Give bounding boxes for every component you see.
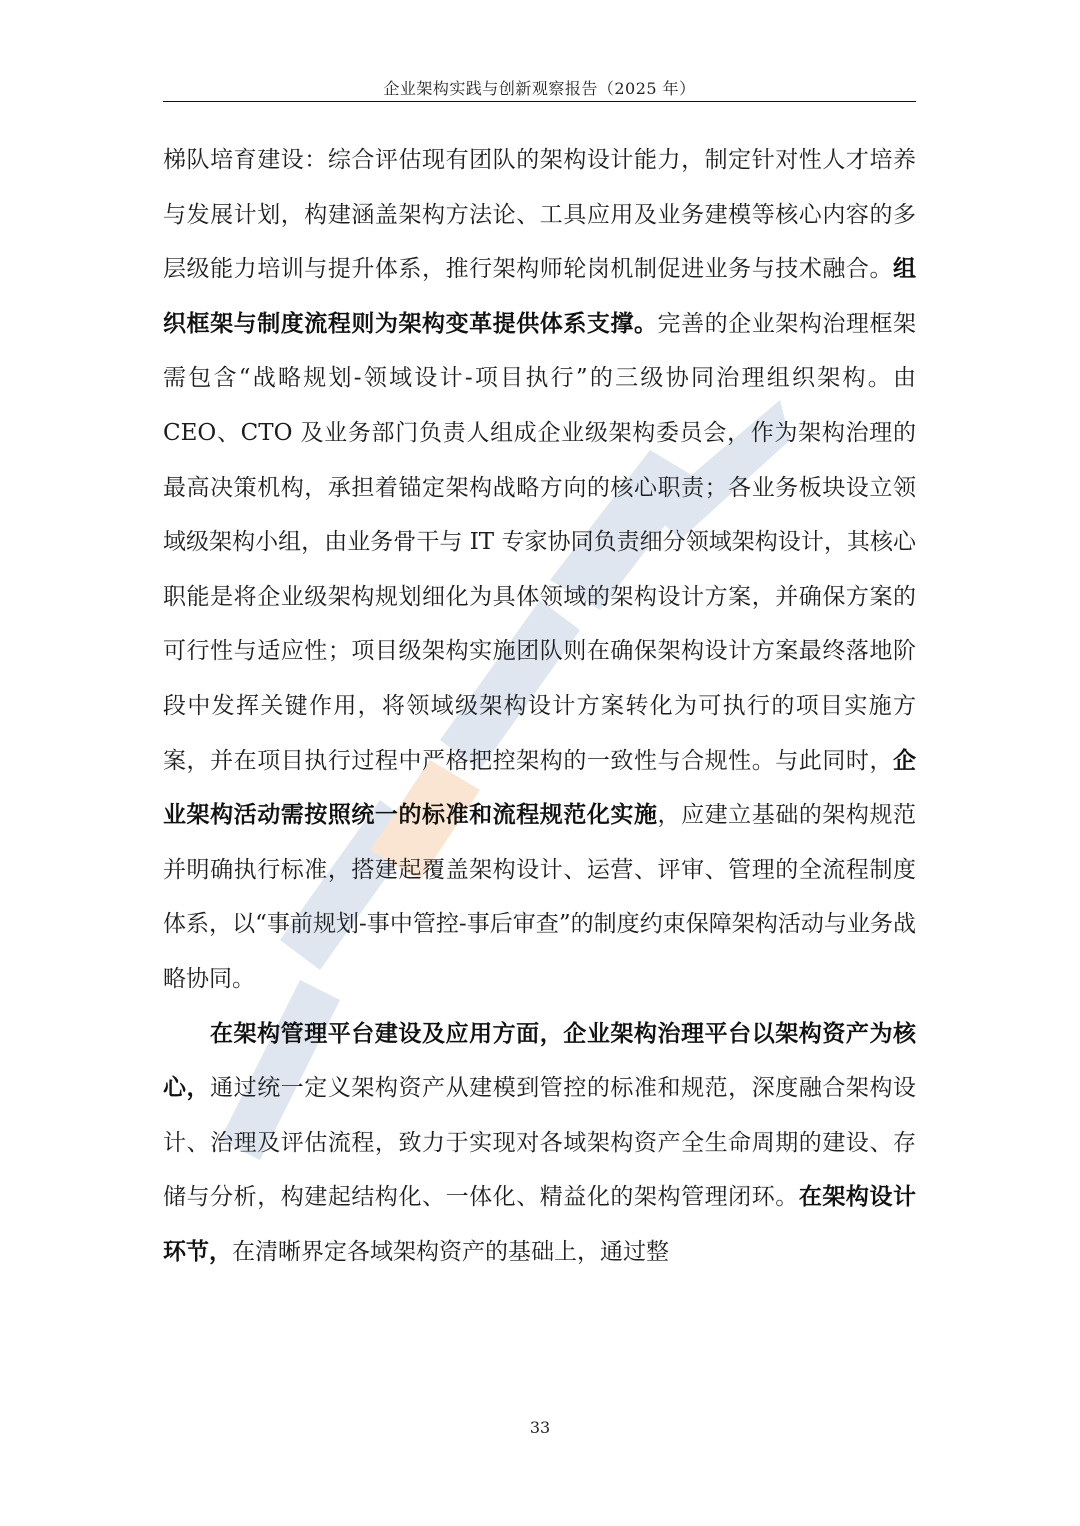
paragraph <box>163 1007 916 1280</box>
text-run: 通过统一定义架构资产从建模到管控的标准和规范，深度融合架构设计、治理及评估流程，致力于实现对各域架构资产全生命周期的建设、存储与分析，构建起结构化、一体化、精益化的架构管理闭环。 <box>163 1075 917 1211</box>
bold-text-run: 组织框架与制度流程则为架构变革提供体系支撑。 <box>163 256 916 337</box>
bold-text-run: 在架构管理平台建设及应用方面，企业架构治理平台以架构资产为核心， <box>163 1020 916 1102</box>
bold-text-run: 在架构设计环节， <box>163 1184 917 1265</box>
page-number: 33 <box>529 1418 551 1437</box>
page-header: 企业架构实践与创新观察报告（2025 年） <box>383 79 696 98</box>
text-run: 在清晰界定各域架构资产的基础上，通过整 <box>232 1238 669 1265</box>
text-run: 梯队培育建设：综合评估现有团队的架构设计能力，制定针对性人才培养与发展计划，构建涵盖架构方法论、工具应用及业务建模等核心内容的多层级能力培训与提升体系，推行架构师轮岗机制促进业务与技术融合。 <box>163 147 916 283</box>
paragraph <box>163 133 916 1007</box>
body-text <box>163 133 916 1279</box>
text-run: 完善的企业架构治理框架需包含“战略规划-领域设计-项目执行”的三级协同治理组织架构。由 CEO、CTO 及业务部门负责人组成企业级架构委员会，作为架构治理的最高决策机构，承担着锚定架构战略方向的核心职责；各业务板块设立领域级架构小组，由业务骨干与 IT 专家协同负责细分领域架构设计，其核心职能是将企业级架构规划细化为具体领域的架构设计方案，并确保方案的可行性与适应性；项目级架构实施团队则在确保架构设计方案最终落地阶段中发挥关键作用，将领域级架构设计方案转化为可执行的项目实施方案，并在项目执行过程中严格把控架构的一致性与合规性。与此同时， <box>163 310 917 774</box>
text-run: ，应建立基础的架构规范并明确执行标准，搭建起覆盖架构设计、运营、评审、管理的全流程制度体系，以“事前规划-事中管控-事后审查”的制度约束保障架构活动与业务战略协同。 <box>163 802 917 992</box>
header-divider <box>163 101 916 102</box>
bold-text-run: 企业架构活动需按照统一的标准和流程规范化实施 <box>163 747 916 829</box>
